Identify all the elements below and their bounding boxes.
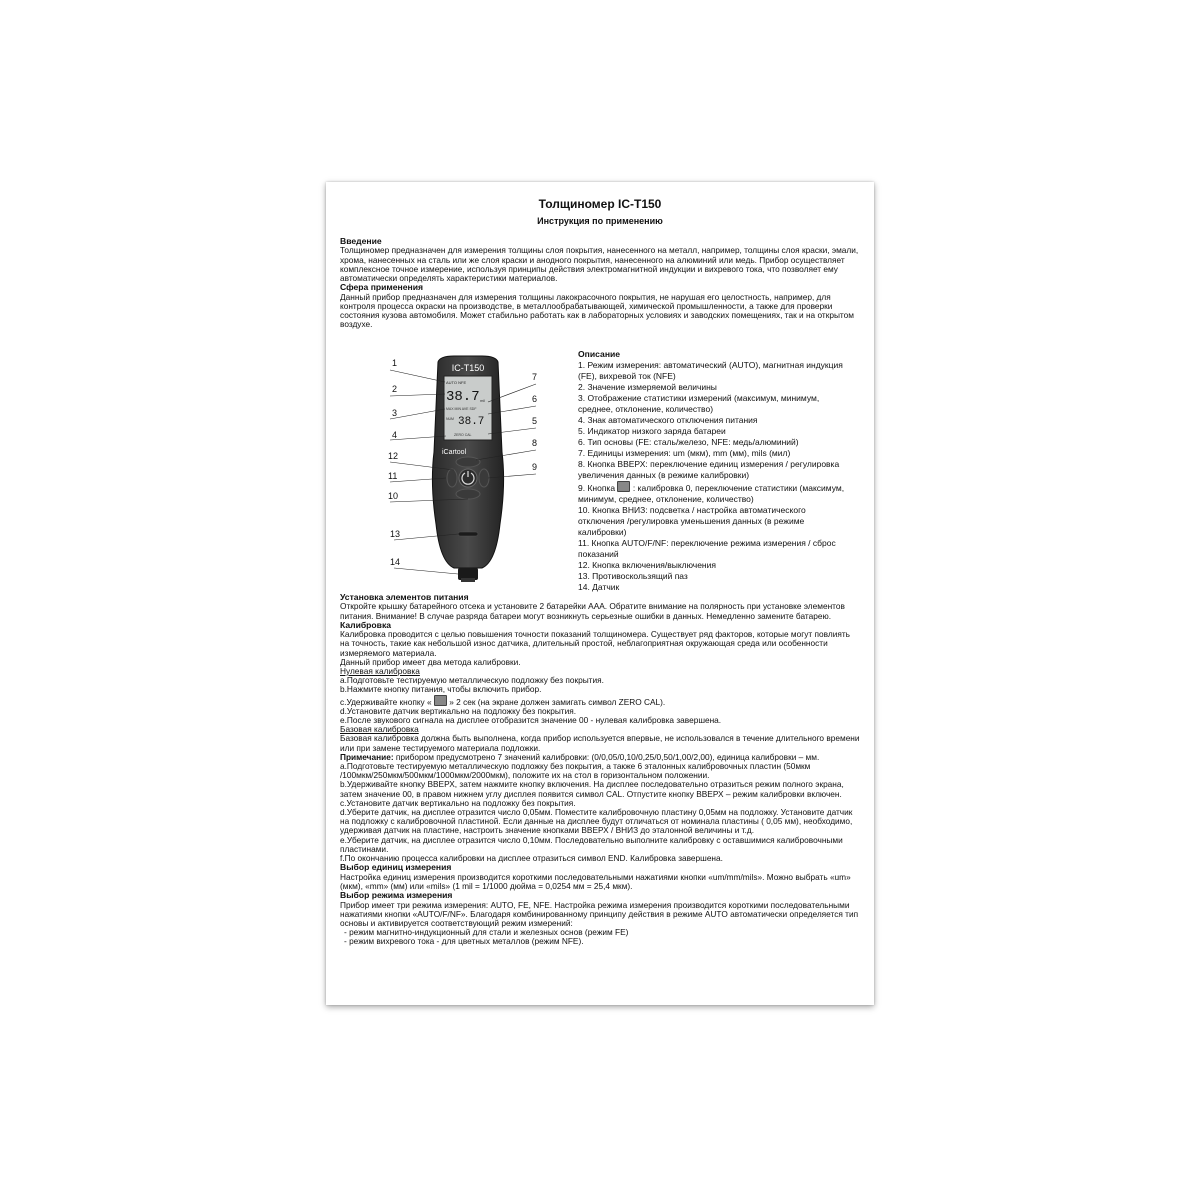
zero-step-c [340, 695, 860, 707]
base-step-b: b.Удерживайте кнопку ВВЕРХ, затем нажмите кнопку включения. На дисплее последовательно отразиться режим полного экрана, затем значение 00, в правом нижнем углу дисплея появится символ CAL. Отпустите кнопку ВВЕРХ – режим калибровки включен. [340, 779, 844, 799]
screen-reading-secondary: 38.7 [458, 416, 485, 428]
description-item-14: 14. Датчик [578, 582, 620, 592]
device-model-label: IC-T150 [451, 363, 485, 373]
screen-stats: MAX MIN AVE SDF [446, 407, 477, 411]
intro-text: Толщиномер предназначен для измерения толщины слоя покрытия, нанесенного на металл, например, толщины слоя краски, эмали, хрома, нанесенных на сталь или же слоя краски и анодного покрытия, нанесенного на алюминий или медь. Прибор осуществляет комплексное точное измерение, используя принципы действия электромагнитной индукции и вихревого тока, что позволяет ему автоматически определять характеристики материалов. [340, 245, 859, 284]
zero-step-d: d.Установите датчик вертикально на подложку без покрытия. [340, 705, 577, 716]
callout-1: 1 [392, 358, 398, 368]
intro-heading: Введение [340, 236, 382, 246]
document-subtitle: Инструкция по применению [537, 216, 663, 226]
screen-reading-main: 38.7 [446, 389, 480, 405]
description-item-7: 7. Единицы измерения: um (мкм), mm (мм), mils (мил) [578, 448, 791, 458]
description-item-8: 8. Кнопка ВВЕРХ: переключение единиц измерения / регулировка увеличения данных (в режиме калибровки) [578, 459, 840, 480]
instruction-sheet [326, 182, 874, 1005]
base-calibration-text: Базовая калибровка должна быть выполнена, когда прибор используется впервые, не использовался в течение длительного времени или при замене тестируемого материала подложки. [340, 733, 860, 753]
description-item-12: 12. Кнопка включения/выключения [578, 560, 716, 570]
base-step-d: d.Уберите датчик, на дисплее отразится число 0,05мм. Поместите калибровочную пластину 0,05мм на подложку. Установите датчик на подложку с калибровочной пластиной. Если данные на дисплее будут отличаться от номинала пластины ( 0,05 мм), необходимо, удерживая датчик на пластине, настроить значение кнопками ВВЕРХ / ВНИЗ до эталонной величины и т.д. [340, 807, 853, 836]
description-item-9-text: : калибровка 0, переключение статистики (максимум, минимум, среднее, отклонение, количество) [578, 483, 845, 504]
callout-10: 10 [388, 491, 399, 501]
device-illustration [382, 354, 546, 586]
calibration-heading: Калибровка [340, 619, 392, 630]
description-section [578, 349, 854, 593]
scope-heading: Сфера применения [340, 282, 424, 293]
base-step-e: e.Уберите датчик, на дисплее отразится число 0,10мм. Последовательно выполните калибровку с оставшимися калибровочными пластинами. [340, 834, 843, 854]
callout-12: 12 [388, 451, 399, 461]
zero-button [479, 469, 489, 487]
description-item-1: 1. Режим измерения: автоматический (AUTO), магнитная индукция (FE), вихревой ток (NFE) [578, 360, 843, 381]
battery-heading: Установка элементов питания [340, 592, 469, 602]
description-item-6: 6. Тип основы (FE: сталь/железо, NFE: медь/алюминий) [578, 437, 799, 447]
base-step-a: a.Подготовьте тестируемую металлическую подложку без покрытия, а также 6 эталонных калибровочных пластин (50мкм /100мкм/250мкм/500мкм/1000мкм/2000мкм), положите их на стол в горизонтальном положении. [340, 761, 811, 781]
callout-7: 7 [532, 372, 538, 382]
screen-mode: AUTO NFE [446, 380, 467, 385]
callout-8: 8 [532, 438, 538, 448]
units-text: Настройка единиц измерения производится короткими последовательными нажатиями кнопки «um/mm/mils». Можно выбрать «um» (мкм), «mm» (мм) или «mils» (1 mil = 1/1000 дюйма = 0,0254 мм = 25,4 мкм). [340, 871, 851, 891]
description-item-2: 2. Значение измеряемой величины [578, 382, 717, 392]
units-heading: Выбор единиц измерения [340, 862, 452, 873]
base-step-f: f.По окончанию процесса калибровки на дисплее отразиться символ END. Калибровка завершена. [340, 853, 723, 864]
note-label: Примечание: [340, 751, 394, 762]
document-title: Толщиномер IC-T150 [538, 197, 662, 211]
callout-13: 13 [390, 529, 401, 539]
note-text: прибором предусмотрено 7 значений калибровки: (0/0,05/0,10/0,25/0,50/1,00/2,00), единица калибровки – мм. [393, 751, 820, 762]
callout-2: 2 [392, 384, 398, 394]
description-item-9 [578, 481, 854, 505]
callout-11: 11 [388, 471, 398, 481]
zero-step-b: b.Нажмите кнопку питания, чтобы включить прибор. [340, 684, 542, 695]
callout-5: 5 [532, 416, 538, 426]
intro-section [340, 237, 860, 329]
description-item-10: 10. Кнопка ВНИЗ: подсветка / настройка автоматического отключения /регулировка уменьшения данных (в режиме калибровки) [578, 505, 806, 537]
brand-logo: iCartool [442, 449, 467, 456]
base-calibration-heading: Базовая калибровка [340, 724, 419, 735]
description-heading: Описание [578, 349, 621, 359]
anti-slip-groove [458, 532, 478, 536]
screen-num: NUM [446, 417, 454, 421]
screen-status: ZERO CAL [454, 433, 472, 437]
mode-bullet-nfe: - режим вихревого тока - для цветных металлов (режим NFE). [344, 936, 584, 947]
up-button [456, 457, 480, 467]
scope-text: Данный прибор предназначен для измерения толщины лакокрасочного покрытия, не нарушая его целостность, например, для контроля процесса окраски на производстве, в металлообрабатывающей, химической промышленности, а также для проверки состояния кузова автомобиля. Может стабильно работать как в лабораторных условиях и заводских помещениях, так и на открытом воздухе. [340, 291, 854, 330]
description-item-4: 4. Знак автоматического отключения питания [578, 415, 758, 425]
zero-calibration-heading: Нулевая калибровка [340, 666, 420, 677]
mode-bullet-fe: - режим магнитно-индукционный для стали и железных основ (режим FE) [344, 927, 629, 938]
calibration-text: Калибровка проводится с целью повышения точности показаний толщиномера. Существует ряд факторов, которые могут повлиять на точность, такие как небольшой износ датчика, длительный простой, неблагоприятная окружающая среда или особенности измеряемого материала. [340, 629, 850, 658]
description-item-13: 13. Противоскользящий паз [578, 571, 688, 581]
zero-button-icon-inline [434, 695, 447, 706]
description-item-3: 3. Отображение статистики измерений (максимум, минимум, среднее, отклонение, количество) [578, 393, 820, 414]
lower-sections [340, 593, 860, 947]
auto-button [447, 469, 457, 487]
down-button [456, 489, 480, 499]
zero-step-a: a.Подготовьте тестируемую металлическую подложку без покрытия. [340, 675, 604, 686]
zero-step-c-start: c.Удерживайте кнопку « [340, 696, 432, 707]
base-step-c: c.Установите датчик вертикально на подложку без покрытия. [340, 797, 576, 808]
callout-9: 9 [532, 462, 538, 472]
zero-step-e: e.После звукового сигнала на дисплее отобразится значение 00 - нулевая калибровка завершена. [340, 715, 722, 726]
zero-button-icon [617, 481, 630, 492]
mode-heading: Выбор режима измерения [340, 890, 453, 901]
callout-3: 3 [392, 408, 398, 418]
callout-14: 14 [390, 557, 401, 567]
mode-text: Прибор имеет три режима измерения: AUTO, FE, NFE. Настройка режима измерения производится короткими последовательными нажатиями кнопки «AUTO/F/NF». Благодаря комбинированному принципу действия в режиме AUTO автоматически определяется тип основы и активируется соответствующий режим измерений: [340, 899, 859, 928]
description-item-5: 5. Индикатор низкого заряда батареи [578, 426, 726, 436]
zero-step-c-end: » 2 сек (на экране должен замигать символ ZERO CAL). [449, 696, 666, 707]
battery-text: Откройте крышку батарейного отсека и установите 2 батарейки ААА. Обратите внимание на полярность при установке элементов питания. Внимание! В случае разряда батареи могут возникнуть серьезные ошибки в данных. Немедленно замените батарею. [340, 601, 845, 621]
description-item-11: 11. Кнопка AUTO/F/NF: переключение режима измерения / сброс показаний [578, 538, 836, 559]
callout-6: 6 [532, 394, 538, 404]
calibration-text-2: Данный прибор имеет два метода калибровки. [340, 656, 521, 667]
description-item-9-label: 9. Кнопка [578, 483, 616, 493]
callout-4: 4 [392, 430, 398, 440]
screen-unit: mil [480, 398, 486, 403]
